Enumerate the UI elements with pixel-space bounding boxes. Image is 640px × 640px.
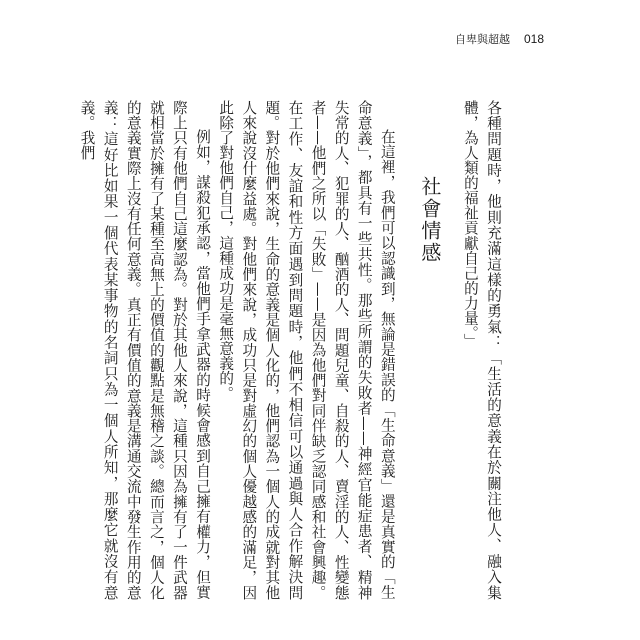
body-paragraph: 例如，謀殺犯承認，當他們手拿武器的時候會感到自己擁有權力，但實際上只有他們自己這麼認為。對於其他人來說，這種只因為擁有了一件武器就相當於擁有了某種至高無上的價值的觀點是無稽之談。總而言之，個人化的意義實際上沒有任何意義。真正有價值的意義是溝通交流中發生作用的意義：這好比如果一個代表某事物的名詞只為一個人所知，那麼它就沒有意義。我們	[78, 100, 212, 600]
page-number: 018	[523, 32, 544, 46]
running-header	[455, 31, 544, 47]
section-heading: 社會情感	[417, 176, 442, 264]
vertical-text-body	[78, 100, 505, 600]
book-title: 自卑與超越	[454, 33, 510, 46]
body-paragraph: 在這裡，我們可以認識到，無論是錯誤的「生命意義」還是真實的「生命意義」，都具有一些共性。那些所謂的失敗者——神經官能症患者、精神失常的人、犯罪的人、酗酒的人、問題兒童、自殺的人、賣淫的人、性變態者——他們之所以「失敗」——是因為他們對同伴缺乏認同感和社會興趣。在工作、友誼和性方面遇到問題時，他們不相信可以通過與人合作解決問題。對於他們來說，生命的意義是個人化的，他們認為一個人的成就對其他人來說沒什麼益處。對他們來說，成功只是對虛幻的個人優越感的滿足，因此除了對他們自己，這種成功是毫無意義的。	[217, 100, 396, 600]
opening-paragraph: 各種問題時，他則充滿這樣的勇氣：「生活的意義在於關注他人、融入集體，為人類的福祉貢獻自己的力量。」	[461, 100, 502, 600]
